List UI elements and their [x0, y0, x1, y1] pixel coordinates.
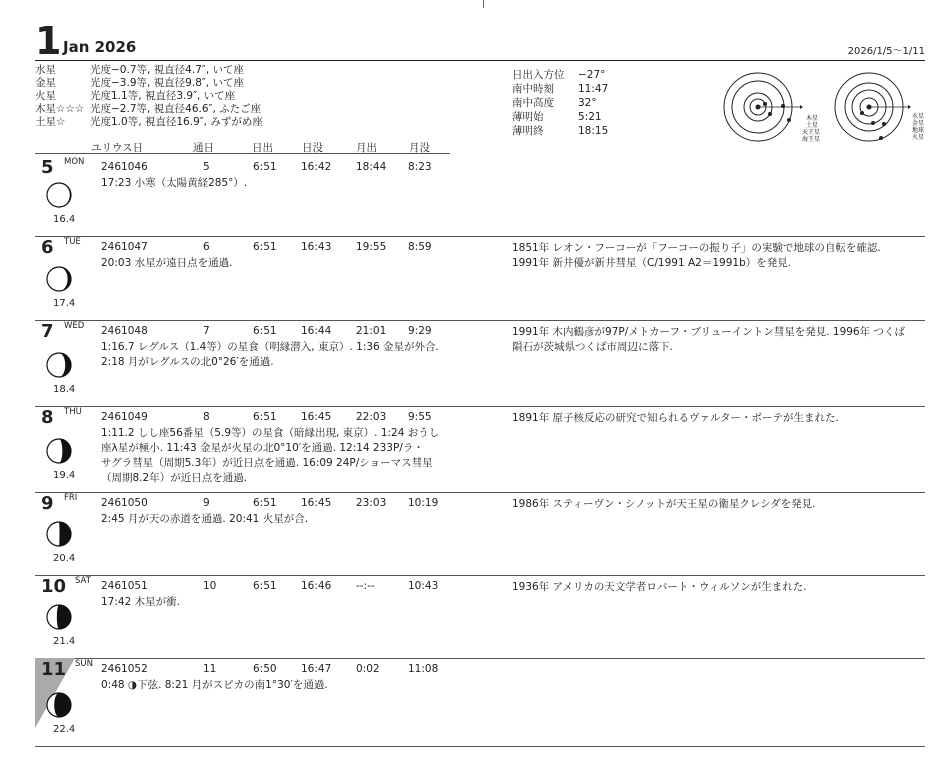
- neptune-marker: [787, 118, 791, 122]
- day-number: 10: [41, 576, 67, 597]
- weekday-label: WED: [64, 321, 85, 331]
- julian-day: 2461051: [101, 580, 148, 592]
- sunrise-time: 6:51: [253, 497, 277, 509]
- day-of-year: 9: [203, 497, 210, 509]
- sunset-time: 16:46: [301, 580, 332, 592]
- event-line: 座λ星が極小. 11:43 金星が火星の北0°10′を通過. 12:14 233P/ラ・: [101, 442, 424, 454]
- jupiter-marker: [763, 102, 767, 106]
- column-moonset: 月没: [409, 142, 430, 154]
- planet-name: 木星☆☆☆: [35, 103, 85, 115]
- moon-phase-icon: [46, 692, 72, 718]
- moonrise-time: 21:01: [356, 325, 387, 337]
- sun-info-value: 5:21: [578, 111, 602, 123]
- sun-info-value: 11:47: [578, 83, 609, 95]
- day-row: [35, 406, 925, 493]
- julian-day: 2461048: [101, 325, 148, 337]
- moon-phase-icon: [46, 438, 72, 464]
- events: [101, 595, 461, 610]
- weekday-label: MON: [64, 157, 85, 167]
- moonrise-time: 18:44: [356, 161, 387, 173]
- orbit-label: 天王星: [802, 129, 821, 136]
- sun-info-label: 薄明始: [512, 111, 544, 123]
- day-row: [35, 156, 925, 237]
- column-headers: [35, 140, 450, 154]
- event-line: 2:45 月が天の赤道を通過. 20:41 火星が合.: [101, 513, 309, 525]
- orbit-label: 火星: [912, 134, 925, 141]
- day-of-year: 11: [203, 663, 217, 675]
- moon-age: 20.4: [53, 553, 76, 564]
- history-notes: [512, 580, 927, 595]
- event-line: 1:11.2 しし座56番星（5.9等）の星食（暗縁出現, 東京）. 1:24 おうし: [101, 427, 440, 439]
- sunrise-time: 6:50: [253, 663, 277, 675]
- month-number: 1: [35, 19, 62, 63]
- moonset-time: 11:08: [408, 663, 439, 675]
- julian-day: 2461047: [101, 241, 148, 253]
- events: [101, 176, 461, 191]
- orbit-diagrams: [712, 71, 927, 153]
- history-notes: [512, 497, 927, 512]
- day-of-year: 5: [203, 161, 210, 173]
- weekday-label: THU: [64, 407, 82, 417]
- day-number: 6: [41, 237, 54, 258]
- planet-row: [35, 90, 263, 103]
- moonset-time: 8:23: [408, 161, 432, 173]
- page-center-mark: [483, 0, 484, 8]
- event-line: サグラ彗星（周期5.3年）が近日点を通過. 16:09 24P/ショーマス彗星: [101, 457, 433, 469]
- sunrise-time: 6:51: [253, 325, 277, 337]
- history-line: 1891年 原子核反応の研究で知られるヴァルター・ボーテが生まれた.: [512, 412, 839, 424]
- column-sunset: 日没: [302, 142, 323, 154]
- sunset-time: 16:42: [301, 161, 332, 173]
- history-line: 1851年 レオン・フーコーが「フーコーの振り子」の実験で地球の自転を確認.: [512, 242, 881, 254]
- sun-info-value: −27°: [578, 69, 606, 81]
- moon-phase-icon: [46, 352, 72, 378]
- sunset-time: 16:43: [301, 241, 332, 253]
- moonset-time: 9:29: [408, 325, 432, 337]
- event-line: 17:23 小寒（太陽黄経285°）.: [101, 177, 248, 189]
- event-line: （周期8.2年）が近日点を通過.: [101, 472, 248, 484]
- planet-name: 金星: [35, 77, 56, 89]
- history-notes: [512, 241, 927, 271]
- weekday-label: TUE: [64, 237, 81, 247]
- history-line: 1936年 アメリカの天文学者ロバート・ウィルソンが生まれた.: [512, 581, 807, 593]
- orbit-label: 海王星: [802, 136, 821, 143]
- planet-name: 火星: [35, 90, 56, 102]
- sunrise-time: 6:51: [253, 411, 277, 423]
- column-day-of-year: 通日: [193, 142, 214, 154]
- day-row: [35, 575, 925, 659]
- day-number: 5: [41, 157, 54, 178]
- planet-info: 光度−0.7等, 視直径4.7″, いて座: [90, 64, 244, 76]
- earth-marker: [882, 122, 886, 126]
- sun-info-row: [512, 96, 608, 110]
- events: [101, 426, 461, 486]
- history-notes: [512, 411, 927, 426]
- planet-row: [35, 116, 263, 129]
- events: [101, 512, 461, 527]
- weekday-label: FRI: [64, 493, 78, 503]
- planet-info: 光度1.0等, 視直径16.9″, みずがめ座: [90, 116, 263, 128]
- moon-phase-icon: [46, 521, 72, 547]
- uranus-marker: [781, 104, 785, 108]
- column-moonrise: 月出: [356, 142, 377, 154]
- week-header: [35, 19, 925, 63]
- sun-info-label: 薄明終: [512, 125, 544, 137]
- weekday-label: SAT: [75, 576, 91, 586]
- day-row: [35, 320, 925, 407]
- sunrise-time: 6:51: [253, 241, 277, 253]
- column-julian-day: ユリウス日: [91, 142, 144, 154]
- events: [101, 256, 461, 271]
- julian-day: 2461050: [101, 497, 148, 509]
- sun-info-row: [512, 124, 608, 138]
- outer-planets-orbit-diagram: [724, 73, 820, 143]
- date-range: 2026/1/5～1/11: [847, 46, 925, 57]
- moonrise-time: 19:55: [356, 241, 387, 253]
- moon-phase-icon: [46, 266, 72, 292]
- event-line: 2:18 月がレグルスの北0°26′を通過.: [101, 356, 274, 368]
- history-line: 隕石が茨城県つくば市周辺に落下.: [512, 341, 673, 353]
- moon-phase-icon: [46, 182, 72, 208]
- planet-name: 土星☆: [35, 116, 66, 128]
- julian-day: 2461046: [101, 161, 148, 173]
- moonset-time: 8:59: [408, 241, 432, 253]
- julian-day: 2461052: [101, 663, 148, 675]
- mercury-marker: [860, 111, 864, 115]
- sunset-time: 16:45: [301, 411, 332, 423]
- sunrise-time: 6:51: [253, 161, 277, 173]
- weekday-label: SUN: [75, 659, 93, 669]
- planet-row: [35, 77, 263, 90]
- moonset-time: 9:55: [408, 411, 432, 423]
- day-of-year: 7: [203, 325, 210, 337]
- orbit-label: 木星: [806, 115, 819, 122]
- orbit-label: 水星: [912, 113, 925, 120]
- sunset-time: 16:45: [301, 497, 332, 509]
- moon-phase-icon: [46, 604, 72, 630]
- planet-row: [35, 64, 263, 77]
- sun-info-label: 日出入方位: [512, 69, 565, 81]
- day-number: 7: [41, 321, 54, 342]
- history-notes: [512, 325, 927, 355]
- inner-planets-orbit-diagram: [835, 73, 924, 141]
- day-number: 8: [41, 407, 54, 428]
- sun-info-label: 南中高度: [512, 97, 554, 109]
- sunrise-time: 6:51: [253, 580, 277, 592]
- planet-list: [35, 64, 263, 129]
- venus-marker: [871, 121, 875, 125]
- moon-age: 17.4: [53, 298, 76, 309]
- orbit-label: 金星: [912, 120, 925, 127]
- planet-info: 光度1.1等, 視直径3.9″, いて座: [90, 90, 236, 102]
- planet-info: 光度−3.9等, 視直径9.8″, いて座: [90, 77, 244, 89]
- sun-info-row: [512, 68, 608, 82]
- events: [101, 678, 461, 693]
- planet-row: [35, 103, 263, 116]
- sun-info-value: 32°: [578, 97, 597, 109]
- event-line: 17:42 木星が衝.: [101, 596, 180, 608]
- orbit-label: 土星: [806, 122, 819, 129]
- sunset-time: 16:47: [301, 663, 332, 675]
- moon-age: 22.4: [53, 724, 76, 735]
- day-of-year: 10: [203, 580, 217, 592]
- day-number: 11: [41, 659, 67, 680]
- month-label: Jan 2026: [63, 38, 137, 56]
- events: [101, 340, 461, 370]
- sun-info: [512, 68, 608, 138]
- event-line: 0:48 ◑下弦. 8:21 月がスピカの南1°30′を通過.: [101, 679, 328, 691]
- day-of-year: 8: [203, 411, 210, 423]
- sunset-time: 16:44: [301, 325, 332, 337]
- history-line: 1991年 木内鶴彦が97P/メトカーフ・ブリューイントン彗星を発見. 1996年 つくば: [512, 326, 905, 338]
- moon-age: 21.4: [53, 636, 76, 647]
- day-number: 9: [41, 493, 54, 514]
- moonrise-time: 23:03: [356, 497, 387, 509]
- column-sunrise: 日出: [252, 142, 273, 154]
- sun-info-row: [512, 110, 608, 124]
- event-line: 1:16.7 レグルス（1.4等）の星食（明縁潜入, 東京）. 1:36 金星が外合.: [101, 341, 439, 353]
- planet-info: 光度−2.7等, 視直径46.6″, ふたご座: [90, 103, 262, 115]
- mars-marker: [879, 136, 883, 140]
- moonrise-time: --:--: [356, 580, 375, 592]
- history-line: 1986年 スティーヴン・シノットが天王星の衛星クレシダを発見.: [512, 498, 816, 510]
- day-row: [35, 492, 925, 576]
- sun-info-value: 18:15: [578, 125, 609, 137]
- moon-age: 16.4: [53, 214, 76, 225]
- event-line: 20:03 水星が遠日点を通過.: [101, 257, 233, 269]
- planet-name: 水星: [35, 64, 56, 76]
- moonrise-time: 0:02: [356, 663, 380, 675]
- sun-info-label: 南中時刻: [512, 83, 554, 95]
- day-of-year: 6: [203, 241, 210, 253]
- moonrise-time: 22:03: [356, 411, 387, 423]
- orbit-label: 地球: [912, 127, 925, 134]
- moon-age: 19.4: [53, 470, 76, 481]
- sun-info-row: [512, 82, 608, 96]
- moonset-time: 10:43: [408, 580, 439, 592]
- julian-day: 2461049: [101, 411, 148, 423]
- moon-age: 18.4: [53, 384, 76, 395]
- saturn-marker: [768, 112, 772, 116]
- history-line: 1991年 新井優が新井彗星（C/1991 A2＝1991b）を発見.: [512, 257, 792, 269]
- moonset-time: 10:19: [408, 497, 439, 509]
- day-row: [35, 658, 925, 747]
- day-row: [35, 236, 925, 321]
